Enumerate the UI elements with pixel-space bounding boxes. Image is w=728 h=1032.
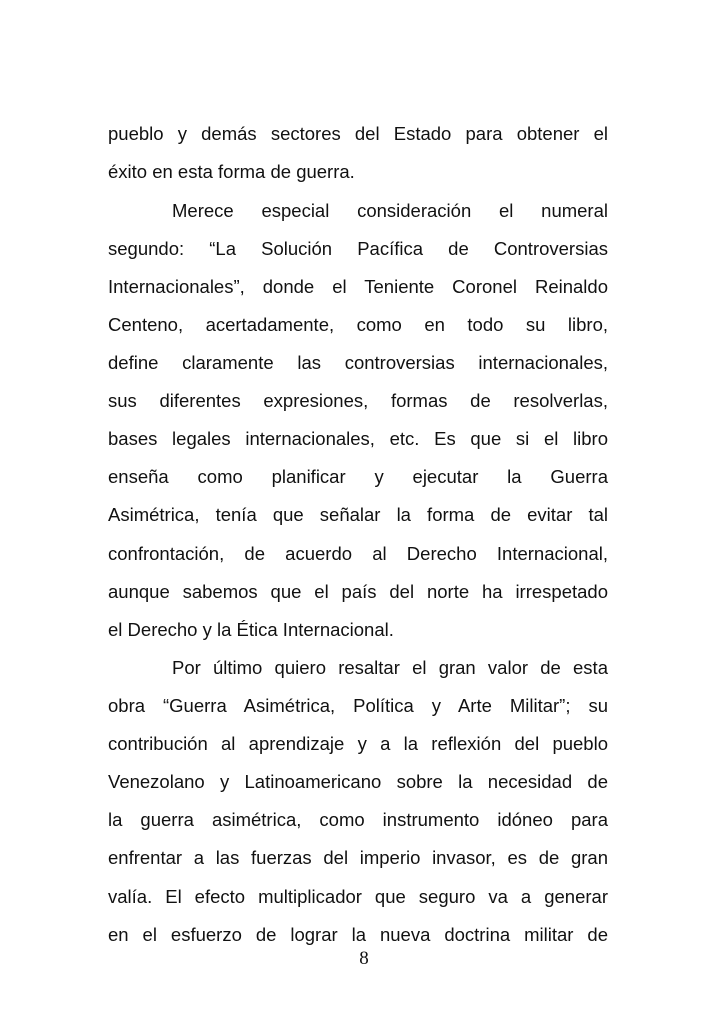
text-line-12: confrontación, de acuerdo al Derecho Internacional, — [108, 543, 608, 564]
text-line-21: valía. El efecto multiplicador que seguro va a generar — [108, 886, 608, 907]
text-line-16: obra “Guerra Asimétrica, Política y Arte Militar”; su — [108, 695, 608, 716]
text-line-5: Internacionales”, donde el Teniente Coronel Reinaldo — [108, 276, 608, 297]
page-number: 8 — [359, 948, 369, 969]
text-line-20: enfrentar a las fuerzas del imperio invasor, es de gran — [108, 847, 608, 868]
text-line-15: Por último quiero resaltar el gran valor de esta — [172, 657, 608, 678]
text-line-7: define claramente las controversias internacionales, — [108, 352, 608, 373]
text-line-4: segundo: “La Solución Pacífica de Controversias — [108, 238, 608, 259]
text-line-11: Asimétrica, tenía que señalar la forma de evitar tal — [108, 504, 608, 525]
text-line-13: aunque sabemos que el país del norte ha irrespetado — [108, 581, 608, 602]
text-line-8: sus diferentes expresiones, formas de resolverlas, — [108, 390, 608, 411]
text-line-18: Venezolano y Latinoamericano sobre la necesidad de — [108, 771, 608, 792]
text-line-22: en el esfuerzo de lograr la nueva doctrina militar de — [108, 924, 608, 945]
text-line-17: contribución al aprendizaje y a la reflexión del pueblo — [108, 733, 608, 754]
text-line-3: Merece especial consideración el numeral — [172, 200, 608, 221]
text-line-9: bases legales internacionales, etc. Es que si el libro — [108, 428, 608, 449]
text-line-10: enseña como planificar y ejecutar la Guerra — [108, 466, 608, 487]
text-line-14: el Derecho y la Ética Internacional. — [108, 619, 394, 640]
text-line-2: éxito en esta forma de guerra. — [108, 161, 355, 182]
text-line-1: pueblo y demás sectores del Estado para obtener el — [108, 123, 608, 144]
text-line-19: la guerra asimétrica, como instrumento idóneo para — [108, 809, 608, 830]
text-line-6: Centeno, acertadamente, como en todo su libro, — [108, 314, 608, 335]
